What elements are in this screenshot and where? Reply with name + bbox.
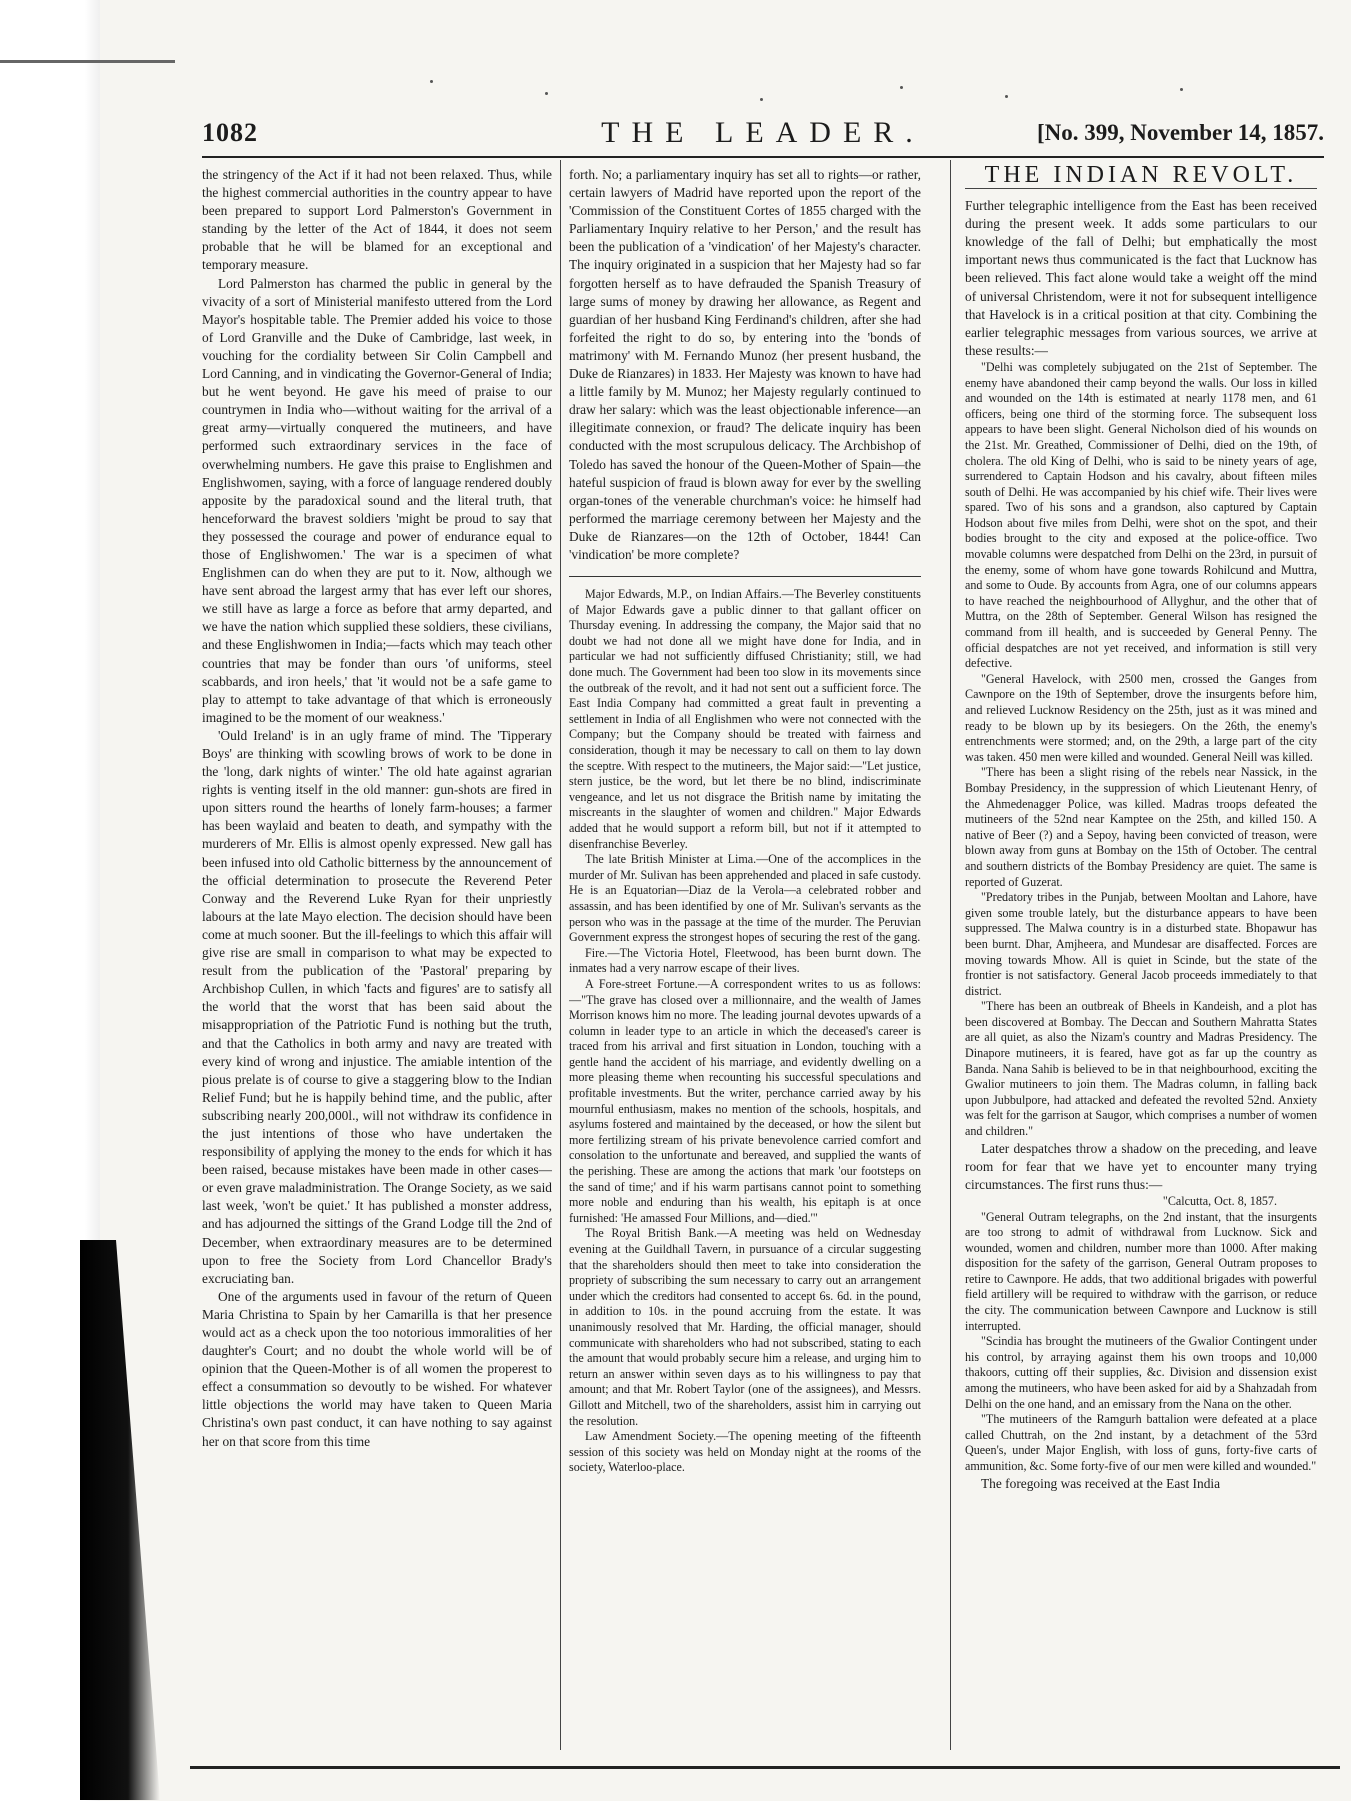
page-number: 1082 xyxy=(202,118,258,147)
news-item: Law Amendment Society.—The opening meeting of the fifteenth session of this society was held on Monday night at the rooms of the society, Waterloo-place. xyxy=(569,1429,921,1475)
masthead: THE LEADER. xyxy=(601,116,925,149)
quoted-dispatch: "Predatory tribes in the Punjab, between Mooltan and Lahore, have given some trouble lately, but the disturbance appears to have been suppressed. The Malwa country is in a disturbed state. Bhopawur has been burnt. Dhar, Amjheera, and Mundesar are disaffected. Forces are moving towards Mhow. All is quiet in Scinde, but the state of the frontier is not satisfactory. General Jacob proceeds immediately to that district. xyxy=(965,890,1317,998)
paragraph: the stringency of the Act if it had not been relaxed. Thus, while the highest commercial authorities in the country appear to have been prepared to support Lord Palmerston's Government in standing by the letter of the Act of 1844, it does not seem probable that he will be blamed for an exceptional and temporary measure. xyxy=(202,167,552,273)
scan-speck xyxy=(900,86,903,89)
column-left xyxy=(202,166,552,1756)
news-item: The Royal British Bank.—A meeting was held on Wednesday evening at the Guildhall Tavern, in pursuance of a circular suggesting that the shareholders should then meet to take into consideration the propriety of subscribing the sum necessary to carry out an arrangement under which the creditors had consented to accept 6s. 6d. in the pound, in addition to 10s. in the pound accruing from the estate. It was unanimously resolved that Mr. Harding, the official manager, should communicate with shareholders who had not subscribed, stating to each the amount that would probably secure him a release, and urging him to return an answer within seven days as to his willingness to pay that amount; and that Mr. Robert Taylor (one of the assignees), and Messrs. Gillott and Mitchell, two of the shareholders, assist him in carrying out the resolution. xyxy=(569,1226,921,1428)
scan-mark xyxy=(0,60,175,63)
column-right xyxy=(965,166,1317,1756)
quoted-dispatch: "Delhi was completely subjugated on the 21st of September. The enemy have abandoned their camp beyond the walls. Our loss in killed and wounded on the 14th is estimated at nearly 1178 men, and 61 officers, being one third of the storming force. The subsequent loss appears to have been slight. General Nicholson died of his wounds on the 21st. Mr. Greathed, Commissioner of Delhi, died on the 19th, of cholera. The old King of Delhi, who is said to be ninety years of age, surrendered to Captain Hodson and his cavalry, about fifteen miles south of Delhi. He was accompanied by his chief wife. Their lives were spared. Two of his sons and a grandson, also captured by Captain Hodson about five miles from Delhi, were shot on the spot, and their bodies brought to the city and exposed at the police-office. Two movable columns were despatched from Delhi on the 23rd, in pursuit of the enemy, some of whom have gone towards Rohilcund and Muttra, and some to Oude. By accounts from Agra, one of our columns appears to have reached the neighbourhood of Allyghur, and the other that of Muttra, on the 28th of September. General Wilson has resigned the command from ill health, and is succeeded by General Penny. The official despatches are not yet received, and information is still very defective. xyxy=(965,359,1317,671)
issue-date: [No. 399, November 14, 1857. xyxy=(1036,120,1324,145)
news-item: A Fore-street Fortune.—A correspondent writes to us as follows:—"The grave has closed over a millionnaire, and the wealth of James Morrison knows him no more. The leading journal devotes upwards of a column in leader type to an article in which the deceased's career is traced from his arrival and first situation in London, touching with a gentle hand the accident of his marriage, and evidently dwelling on a more pleasing theme when recounting his successful speculations and profitable investments. But the writer, perchance carried away by his mournful enthusiasm, makes no mention of the schools, hospitals, and asylums fostered and maintained by the deceased, or how the silent but more fertilizing stream of his private benevolence carried comfort and consolation to the unfortunate and bereaved, and supplied the wants of the perishing. These are among the actions that mark 'our footsteps on the sand of time;' and if his warm partisans cannot point to something more noble and enduring than his wealth, his epitaph is at once furnished: 'He amassed Four Millions, and—died.'" xyxy=(569,976,921,1225)
scan-speck xyxy=(545,92,548,95)
paragraph: The foregoing was received at the East India xyxy=(981,1475,1221,1491)
binding-shadow xyxy=(80,1240,160,1800)
quoted-dispatch: "There has been a slight rising of the rebels near Nassick, in the Bombay Presidency, in the suppression of which Lieutenant Henry, of the Ahmedenagger Police, was killed. Madras troops defeated the mutineers of the 52nd near Kamptee on the 25th, and killed 150. A native of Beer (?) and a Sepoy, having been convicted of treason, were blown away from guns at Bombay on the 15th of October. The central and southern districts of the Bombay Presidency are quiet. The same is reported of Guzerat. xyxy=(965,765,1317,889)
paragraph: Further telegraphic intelligence from the East has been received during the present week. It adds some particulars to our knowledge of the fall of Delhi; but emphatically the most important news thus communicated is the fact that Lucknow has been relieved. This fact alone would take a weight off the mind of universal Christendom, were it not for subsequent intelligence that Havelock is in a critical position at that city. Combining the earlier telegraphic messages from various sources, we arrive at these results:— xyxy=(965,198,1317,358)
quoted-dispatch: "General Havelock, with 2500 men, crossed the Ganges from Cawnpore on the 19th of September, drove the insurgents before him, and relieved Lucknow Residency on the 25th, just as it was mined and ready to be blown up by its besiegers. On the 26th, the enemy's entrenchments were stormed; and, on the 29th, a large part of the city was taken. 450 men were killed and wounded. General Neill was killed. xyxy=(965,671,1317,764)
column-rule xyxy=(950,160,951,1750)
scan-speck xyxy=(760,98,763,101)
bottom-rule xyxy=(190,1766,1340,1769)
page-header xyxy=(202,112,1324,158)
paragraph: Later despatches throw a shadow on the preceding, and leave room for fear that we have yet to encounter many trying circumstances. The first runs thus:— xyxy=(965,1140,1317,1192)
section-heading: THE INDIAN REVOLT. xyxy=(965,166,1317,189)
quoted-dispatch: "The mutineers of the Ramgurh battalion were defeated at a place called Chuttrah, on the 2nd instant, by a detachment of the 53rd Queen's, under Major English, with loss of guns, forty-five carts of ammunition, &c. Some forty-five of our men were killed and wounded." xyxy=(965,1412,1317,1473)
section-divider xyxy=(569,576,921,577)
paragraph: forth. No; a parliamentary inquiry has set all to rights—or rather, certain lawyers of Madrid have reported upon the report of the 'Commission of the Constituent Cortes of 1855 charged with the Parliamentary Inquiry relative to her Person,' and the result has been the publication of a 'vindication' of her Majesty's character. The inquiry originated in a suspicion that her Majesty had so far forgotten herself as to have defrauded the Spanish Treasury of large sums of money by drawing her allowance, as Regent and guardian of her husband King Ferdinand's children, after she had forfeited the right to do so, by entering into the 'bonds of matrimony' with M. Fernando Munoz (her present husband, the Duke de Rianzares) in 1833. Her Majesty was known to have had a little family by M. Munoz; her Majesty regularly continued to draw her salary: which was the least objectionable inference—an illegitimate connexion, or fraud? The delicate inquiry has been conducted with the most scrupulous delicacy. The Archbishop of Toledo has saved the honour of the Queen-Mother of Spain—the hateful suspicion of fraud is blown away for ever by the swelling organ-tones of the venerable churchman's voice: he himself had performed the marriage ceremony between her Majesty and the Duke de Rianzares—on the 12th of October, 1844! Can 'vindication' be more complete? xyxy=(569,167,921,562)
quoted-dispatch: "There has been an outbreak of Bheels in Kandeish, and a plot has been discovered at Bombay. The Deccan and Southern Mahratta States are all quiet, as also the Nizam's country and Madras Presidency. The Dinapore mutineers, it is feared, have got as far up the country as Banda. Nana Sahib is believed to be in that neighbourhood, exciting the Gwalior mutineers to join them. The Madras column, in falling back upon Jubbulpore, had attacked and defeated the revolted 52nd. Anxiety was felt for the garrison at Saugor, which comprises a number of women and children." xyxy=(965,999,1317,1139)
dateline: "Calcutta, Oct. 8, 1857. xyxy=(1162,1193,1277,1208)
paragraph: 'Ould Ireland' is in an ugly frame of mind. The 'Tipperary Boys' are thinking with scowling brows of work to be done in the 'long, dark nights of winter.' The old hate against agrarian rights is venting itself in the old manner: gun-shots are fired in upon sitters round the hearths of lonely farm-houses; a farmer has been waylaid and beaten to death, and sympathy with the murderers of Mr. Ellis is almost openly expressed. New gall has been infused into old Catholic bitterness by the announcement of the official determination to prosecute the Reverend Peter Conway and the Reverend Luke Ryan for their unpriestly labours at the late Mayo election. The decision should have been come at much sooner. But the ill-feelings to which this affair will give rise are small in comparison to what may be expected to result from the publication of the 'Pastoral' preparing by Archbishop Cullen, in which 'facts and figures' are to satisfy all the world that the worst that has been said about the misappropriation of the Patriotic Fund is nothing but the truth, and that the Catholics in both army and navy are treated with every kind of wrong and injustice. The amiable intention of the pious prelate is of course to give a staggering blow to the Indian Relief Fund; but he is happily behind time, and the public, after subscribing nearly 200,000l., will not withdraw its confidence in the just intentions of those who have undertaken the responsibility of applying the money to the ends for which it has been raised, because mistakes have been made in other cases—or even grave maladministration. The Orange Society, as we said last week, 'won't be quiet.' It has published a monster address, and has adjourned the sittings of the Grand Lodge till the 2nd of December, when extraordinary measures are to be determined upon to free the Society from Lord Chancellor Brady's excruciating ban. xyxy=(202,727,552,1286)
scan-speck xyxy=(1005,95,1008,98)
quoted-dispatch: "Scindia has brought the mutineers of the Gwalior Contingent under his control, by arraying against them his own troops and 10,000 thakoors, cutting off their supplies, &c. Division and dissension exist among the mutineers, who have been asked for aid by a Shahzadah from Delhi on the one hand, and an emissary from the Nana on the other. xyxy=(965,1334,1317,1411)
news-item: The late British Minister at Lima.—One of the accomplices in the murder of Mr. Sulivan has been apprehended and placed in safe custody. He is an Equatorian—Diaz de la Verola—a celebrated robber and assassin, and has been identified by one of Mr. Sulivan's servants as the person who was in the passage at the time of the murder. The Peruvian Government express the strongest hopes of securing the rest of the gang. xyxy=(569,852,921,945)
scan-speck xyxy=(1180,88,1183,91)
scan-speck xyxy=(430,80,433,83)
column-rule xyxy=(560,160,561,1750)
column-middle xyxy=(569,166,921,1756)
news-item: Fire.—The Victoria Hotel, Fleetwood, has been burnt down. The inmates had a very narrow escape of their lives. xyxy=(569,945,921,976)
quoted-dispatch: "General Outram telegraphs, on the 2nd instant, that the insurgents are too strong to admit of withdrawal from Lucknow. Sick and wounded, women and children, number more than 1000. After making disposition for the safety of the garrison, General Outram proposes to retire to Cawnpore. He adds, that two additional brigades with powerful field artillery will be required to withdraw with the garrison, or reduce the city. The communication between Cawnpore and Lucknow is still interrupted. xyxy=(965,1209,1317,1333)
news-item: Major Edwards, M.P., on Indian Affairs.—The Beverley constituents of Major Edwards gave a public dinner to that gallant officer on Thursday evening. In addressing the company, the Major said that no doubt we had not done all we might have done for India, and in particular we had not sufficiently diffused Christianity; still, we had done much. The Government had been too slow in its movements since the outbreak of the revolt, and it had not sent out a sufficient force. The East India Company had committed a great fault in preventing a settlement in India of all Englishmen who were not connected with the Company; but the Company should be treated with fairness and consideration, though it may be necessary to call on them to lay down the sceptre. With respect to the mutineers, the Major said:—"Let justice, stern justice, be the word, but let there be no blind, indiscriminate vengeance, and let us not disgrace the British name by imitating the miscreants in the slaughter of women and children." Major Edwards added that he would support a reform bill, but not if it attempted to disenfranchise Beverley. xyxy=(569,587,921,851)
paragraph: Lord Palmerston has charmed the public in general by the vivacity of a sort of Ministerial manifesto uttered from the Lord Mayor's hospitable table. The Premier added his voice to those of Lord Granville and the Duke of Cambridge, last week, in vouching for the cordiality between Sir Colin Campbell and Lord Canning, and in vindicating the Governor-General of India; but he went beyond. He gave his meed of praise to our countrymen in India who—without waiting for the arrival of a great army—virtually conquered the mutineers, and have performed such extraordinary services in the face of overwhelming numbers. He gave this praise to Englishmen and Englishwomen, saying, with a force of language rendered doubly apposite by the paradoxical sound and the literal truth, that henceforward the bravest soldiers 'might be proud to say that they possessed the courage and power of endurance equal to those of Englishwomen.' The war is a specimen of what Englishmen can do when they are put to it. Now, although we have sent abroad the largest army that has ever left our shores, we still have as large a force as before that army departed, and we have the nation which supplied these soldiers, these civilians, and these Englishwomen in India;—facts which may teach other countries that may be fonder than ours 'of uniforms, steel scabbards, and iron heels,' that 'it would not be a safe game to play to attempt to take advantage of that which is erroneously imagined to be the moment of our weakness.' xyxy=(202,275,552,725)
paragraph: One of the arguments used in favour of the return of Queen Maria Christina to Spain by her Camarilla is that her presence would act as a check upon the too notorious immoralities of her daughter's Court; and no doubt the whole world will be of opinion that the Queen-Mother is of all women the properest to effect a consummation so devoutly to be wished. For whatever little objections the world may have taken to Queen Maria Christina's own past conduct, it can have nothing to say against her on that score from this time xyxy=(202,1288,552,1449)
